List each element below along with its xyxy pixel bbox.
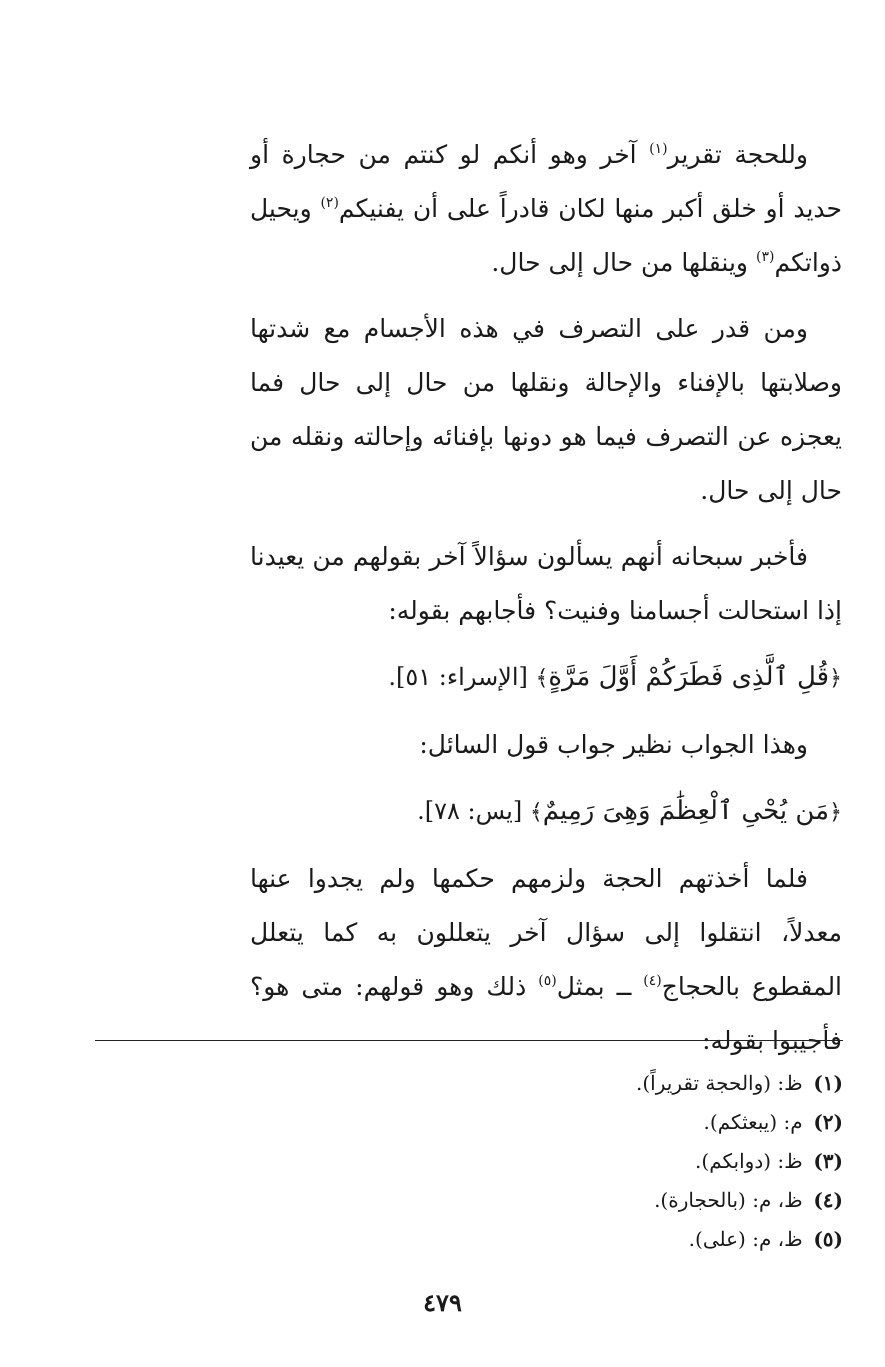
footnote-number: (٤)	[813, 1188, 843, 1212]
footnote-4	[243, 1181, 843, 1220]
footnote-ref-3: (٣)	[755, 249, 775, 265]
footnote-text: ظ، م: (على).	[688, 1227, 803, 1251]
quran-verse-yasin	[250, 784, 842, 840]
footnote-number: (٢)	[813, 1110, 843, 1134]
footnote-number: (١)	[813, 1071, 843, 1095]
footnote-text: ظ، م: (بالحجارة).	[654, 1188, 803, 1212]
text-run: فلما أخذتهم الحجة ولزمهم حكمها ولم يجدوا عنها معدلاً، انتقلوا إلى سؤال آخر يتعللون به كما يتعلل المقطوع بالحجاج	[250, 864, 843, 1001]
footnotes	[243, 1064, 843, 1259]
footnote-ref-4: (٤)	[643, 973, 662, 989]
footnote-1	[243, 1064, 843, 1103]
verse-close-bracket: ﴾	[535, 666, 549, 691]
text-run: ــ بمثل	[556, 972, 644, 1001]
footnote-number: (٣)	[813, 1149, 843, 1173]
text-run: ويحيل ذواتكم	[250, 194, 842, 277]
quran-verse-isra	[250, 650, 842, 706]
verse-open-bracket: ﴿	[829, 666, 842, 691]
verse-open-bracket: ﴿	[829, 800, 842, 825]
footnote-ref-5: (٥)	[538, 973, 557, 989]
text-run: آخر وهو أنكم لو كنتم من حجارة أو حديد أو خلق أكبر منها لكان قادراً على أن يفنيكم	[250, 140, 843, 223]
paragraph-3: فأخبر سبحانه أنهم يسألون سؤالاً آخر بقولهم من يعيدنا إذا استحالت أجسامنا وفنيت؟ فأجابهم بقوله:	[250, 542, 842, 625]
text-run: وينقلها من حال إلى حال.	[491, 248, 756, 277]
page-number: ٤٧٩	[423, 1288, 462, 1317]
footnote-text: م: (يبعثكم).	[703, 1110, 803, 1134]
footnote-separator	[95, 1040, 843, 1041]
footnote-text: ظ: (والحجة تقريراً).	[636, 1071, 803, 1095]
verse-close-bracket: ﴾	[529, 800, 543, 825]
verse-text: مَن يُحْىِ ٱلْعِظَٰمَ وَهِىَ رَمِيمٌ	[542, 796, 830, 826]
verse-reference: [يس: ٧٨].	[417, 797, 530, 825]
footnote-ref-1: (١)	[649, 141, 668, 157]
footnote-number: (٥)	[813, 1227, 843, 1251]
footnote-text: ظ: (دوابكم).	[695, 1149, 803, 1173]
paragraph-2: ومن قدر على التصرف في هذه الأجسام مع شدتها وصلابتها بالإفناء والإحالة ونقلها من حال إلى حال فما يعجزه عن التصرف فيما هو دونها بإفنائه وإحالته ونقله من حال إلى حال.	[250, 314, 842, 505]
footnote-2	[243, 1103, 843, 1142]
verse-text: قُلِ ٱلَّذِى فَطَرَكُمْ أَوَّلَ مَرَّةٍ	[548, 662, 830, 692]
footnote-5	[243, 1220, 843, 1259]
text-run: ذلك وهو قولهم: متى هو؟ فأجيبوا بقوله:	[250, 972, 842, 1055]
main-text	[250, 128, 842, 1080]
paragraph-5	[250, 852, 842, 1068]
paragraph-4: وهذا الجواب نظير جواب قول السائل:	[419, 730, 808, 759]
footnote-3	[243, 1142, 843, 1181]
text-run: وللحجة تقرير	[667, 140, 808, 169]
footnote-ref-2: (٢)	[320, 195, 339, 211]
verse-reference: [الإسراء: ٥١].	[388, 663, 536, 691]
paragraph-1	[250, 128, 842, 290]
